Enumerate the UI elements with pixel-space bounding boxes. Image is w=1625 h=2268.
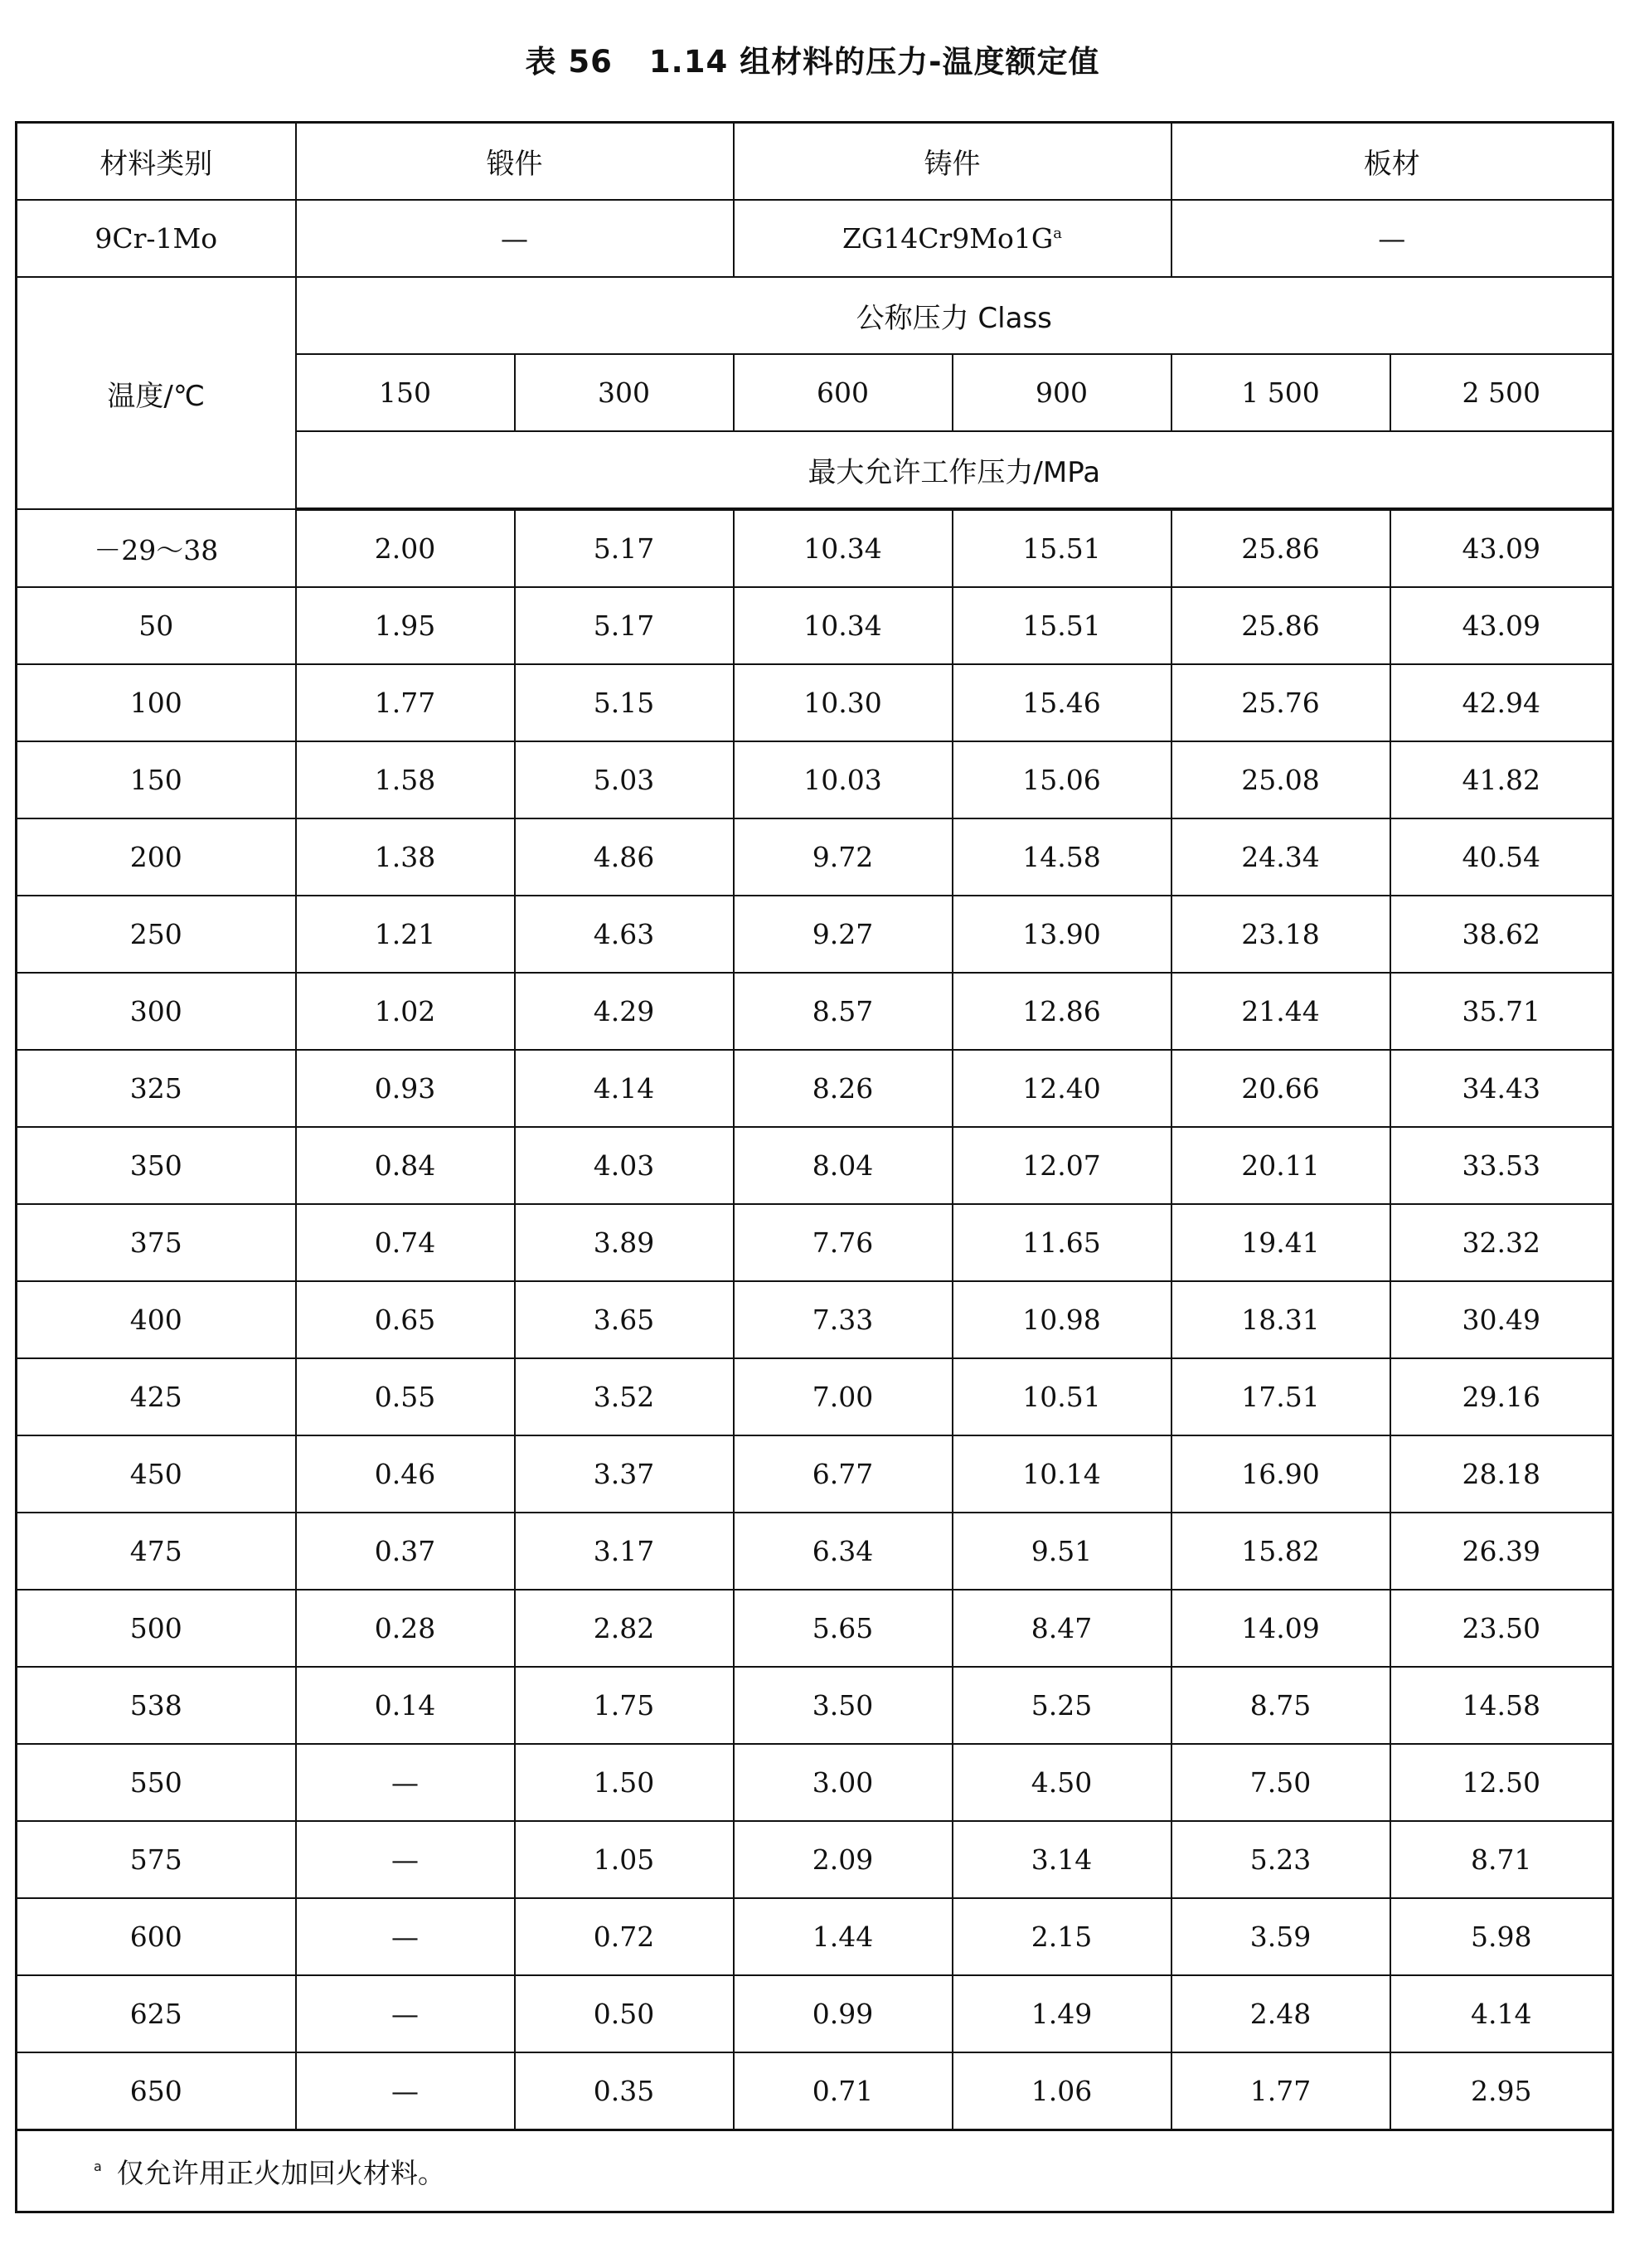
table-row xyxy=(17,1127,1613,1204)
header-row-material xyxy=(17,123,1613,201)
pressure-cell: 5.23 xyxy=(1171,1821,1390,1898)
table-row xyxy=(17,1975,1613,2052)
pressure-cell: 10.03 xyxy=(734,741,953,818)
header-row-nominal xyxy=(17,277,1613,354)
temperature-cell: 600 xyxy=(17,1898,296,1975)
pressure-cell: 0.46 xyxy=(296,1435,515,1513)
pressure-cell: 0.72 xyxy=(515,1898,734,1975)
pressure-cell: 4.63 xyxy=(515,896,734,973)
pressure-cell: 3.50 xyxy=(734,1667,953,1744)
pressure-cell: 25.86 xyxy=(1171,587,1390,664)
table-row xyxy=(17,1898,1613,1975)
pressure-cell: 15.06 xyxy=(953,741,1171,818)
pressure-cell: 8.75 xyxy=(1171,1667,1390,1744)
pressure-cell: 3.37 xyxy=(515,1435,734,1513)
pressure-cell: 20.11 xyxy=(1171,1127,1390,1204)
table-row xyxy=(17,1050,1613,1127)
casting-label: 铸件 xyxy=(734,123,1171,201)
table-row xyxy=(17,1204,1613,1281)
pressure-cell: 7.76 xyxy=(734,1204,953,1281)
temperature-cell: 400 xyxy=(17,1281,296,1358)
pressure-cell: 35.71 xyxy=(1390,973,1613,1050)
temperature-cell: 575 xyxy=(17,1821,296,1898)
pressure-cell: 3.89 xyxy=(515,1204,734,1281)
footnote-row xyxy=(17,2130,1613,2212)
plate-label: 板材 xyxy=(1171,123,1613,201)
pressure-cell: 1.75 xyxy=(515,1667,734,1744)
pressure-cell: 19.41 xyxy=(1171,1204,1390,1281)
pressure-cell: 2.15 xyxy=(953,1898,1171,1975)
pressure-cell: 4.29 xyxy=(515,973,734,1050)
pressure-cell: 10.34 xyxy=(734,587,953,664)
pressure-cell: 8.47 xyxy=(953,1590,1171,1667)
header-row-grade xyxy=(17,200,1613,277)
temperature-cell: 250 xyxy=(17,896,296,973)
temperature-cell: 200 xyxy=(17,818,296,896)
pressure-cell: 16.90 xyxy=(1171,1435,1390,1513)
pressure-cell: 43.09 xyxy=(1390,509,1613,587)
pressure-cell: 6.77 xyxy=(734,1435,953,1513)
pressure-cell: 3.59 xyxy=(1171,1898,1390,1975)
class-header: 900 xyxy=(953,354,1171,431)
pressure-cell: — xyxy=(296,2052,515,2130)
pressure-cell: 24.34 xyxy=(1171,818,1390,896)
pressure-temperature-table xyxy=(15,121,1614,2213)
pressure-cell: 6.34 xyxy=(734,1513,953,1590)
temperature-label: 温度/℃ xyxy=(17,277,296,509)
temperature-cell: 350 xyxy=(17,1127,296,1204)
pressure-cell: 17.51 xyxy=(1171,1358,1390,1435)
table-row xyxy=(17,973,1613,1050)
temperature-cell: 300 xyxy=(17,973,296,1050)
pressure-cell: 12.86 xyxy=(953,973,1171,1050)
pressure-cell: 0.55 xyxy=(296,1358,515,1435)
table-title xyxy=(0,36,1625,81)
pressure-cell: 2.95 xyxy=(1390,2052,1613,2130)
pressure-cell: 18.31 xyxy=(1171,1281,1390,1358)
table-row xyxy=(17,818,1613,896)
pressure-cell: 2.48 xyxy=(1171,1975,1390,2052)
pressure-cell: 21.44 xyxy=(1171,973,1390,1050)
table-row xyxy=(17,1590,1613,1667)
max-pressure-label: 最大允许工作压力/MPa xyxy=(296,431,1613,509)
pressure-cell: 4.86 xyxy=(515,818,734,896)
pressure-cell: 13.90 xyxy=(953,896,1171,973)
pressure-cell: 1.50 xyxy=(515,1744,734,1821)
pressure-cell: 14.09 xyxy=(1171,1590,1390,1667)
class-header: 300 xyxy=(515,354,734,431)
table-caption: 1.14 组材料的压力-温度额定值 xyxy=(648,44,1100,80)
pressure-cell: 0.93 xyxy=(296,1050,515,1127)
table-row xyxy=(17,1744,1613,1821)
pressure-cell: 8.04 xyxy=(734,1127,953,1204)
pressure-cell: 1.44 xyxy=(734,1898,953,1975)
pressure-cell: 1.77 xyxy=(1171,2052,1390,2130)
pressure-cell: 1.38 xyxy=(296,818,515,896)
pressure-cell: 10.30 xyxy=(734,664,953,741)
pressure-cell: 2.00 xyxy=(296,509,515,587)
table-row xyxy=(17,664,1613,741)
temperature-cell: 325 xyxy=(17,1050,296,1127)
pressure-cell: 26.39 xyxy=(1390,1513,1613,1590)
table-row xyxy=(17,896,1613,973)
class-header: 2 500 xyxy=(1390,354,1613,431)
material-name: 9Cr-1Mo xyxy=(17,200,296,277)
pressure-cell: 1.95 xyxy=(296,587,515,664)
class-header: 150 xyxy=(296,354,515,431)
pressure-cell: 3.52 xyxy=(515,1358,734,1435)
footnote-text: 仅允许用正火加回火材料。 xyxy=(116,2156,445,2189)
pressure-cell: 0.37 xyxy=(296,1513,515,1590)
temperature-cell: 425 xyxy=(17,1358,296,1435)
temperature-cell: 150 xyxy=(17,741,296,818)
pressure-cell: 25.76 xyxy=(1171,664,1390,741)
forging-value: — xyxy=(296,200,734,277)
pressure-cell: 0.65 xyxy=(296,1281,515,1358)
pressure-cell: 1.02 xyxy=(296,973,515,1050)
table-row xyxy=(17,1435,1613,1513)
pressure-cell: 0.99 xyxy=(734,1975,953,2052)
plate-value: — xyxy=(1171,200,1613,277)
pressure-cell: 5.98 xyxy=(1390,1898,1613,1975)
pressure-cell: 7.50 xyxy=(1171,1744,1390,1821)
pressure-cell: 12.50 xyxy=(1390,1744,1613,1821)
forging-label: 锻件 xyxy=(296,123,734,201)
pressure-cell: 4.50 xyxy=(953,1744,1171,1821)
pressure-cell: — xyxy=(296,1744,515,1821)
pressure-cell: 2.09 xyxy=(734,1821,953,1898)
pressure-cell: — xyxy=(296,1821,515,1898)
pressure-cell: 14.58 xyxy=(1390,1667,1613,1744)
temperature-cell: 625 xyxy=(17,1975,296,2052)
pressure-cell: 23.50 xyxy=(1390,1590,1613,1667)
pressure-cell: 38.62 xyxy=(1390,896,1613,973)
pressure-cell: 15.82 xyxy=(1171,1513,1390,1590)
pressure-cell: 7.00 xyxy=(734,1358,953,1435)
pressure-cell: 7.33 xyxy=(734,1281,953,1358)
pressure-cell: 20.66 xyxy=(1171,1050,1390,1127)
pressure-cell: 2.82 xyxy=(515,1590,734,1667)
pressure-cell: 32.32 xyxy=(1390,1204,1613,1281)
pressure-cell: 0.35 xyxy=(515,2052,734,2130)
pressure-cell: 5.03 xyxy=(515,741,734,818)
pressure-cell: 29.16 xyxy=(1390,1358,1613,1435)
pressure-cell: 33.53 xyxy=(1390,1127,1613,1204)
pressure-cell: 0.14 xyxy=(296,1667,515,1744)
pressure-cell: 15.51 xyxy=(953,509,1171,587)
pressure-cell: 41.82 xyxy=(1390,741,1613,818)
pressure-cell: 9.27 xyxy=(734,896,953,973)
pressure-cell: 12.40 xyxy=(953,1050,1171,1127)
table-row xyxy=(17,1358,1613,1435)
nominal-pressure-label: 公称压力 Class xyxy=(296,277,1613,354)
pressure-cell: 4.03 xyxy=(515,1127,734,1204)
pressure-cell: 1.58 xyxy=(296,741,515,818)
table-row xyxy=(17,509,1613,587)
temperature-cell: 450 xyxy=(17,1435,296,1513)
casting-value: ZG14Cr9Mo1G xyxy=(842,222,1054,255)
pressure-cell: 5.17 xyxy=(515,587,734,664)
pressure-cell: 8.71 xyxy=(1390,1821,1613,1898)
pressure-cell: — xyxy=(296,1898,515,1975)
pressure-cell: 40.54 xyxy=(1390,818,1613,896)
pressure-cell: 10.34 xyxy=(734,509,953,587)
pressure-cell: 3.00 xyxy=(734,1744,953,1821)
pressure-cell: 1.06 xyxy=(953,2052,1171,2130)
table-row xyxy=(17,1513,1613,1590)
class-header: 600 xyxy=(734,354,953,431)
pressure-cell: 10.98 xyxy=(953,1281,1171,1358)
pressure-cell: 23.18 xyxy=(1171,896,1390,973)
footnote-mark: a xyxy=(94,2158,102,2174)
temperature-cell: 650 xyxy=(17,2052,296,2130)
material-category-label: 材料类别 xyxy=(17,123,296,201)
pressure-cell: 0.28 xyxy=(296,1590,515,1667)
pressure-cell: 4.14 xyxy=(515,1050,734,1127)
pressure-cell: 0.84 xyxy=(296,1127,515,1204)
pressure-cell: 0.50 xyxy=(515,1975,734,2052)
footnote xyxy=(17,2130,1613,2212)
temperature-cell: 550 xyxy=(17,1744,296,1821)
temperature-cell: 375 xyxy=(17,1204,296,1281)
pressure-cell: 5.25 xyxy=(953,1667,1171,1744)
table-row xyxy=(17,1667,1613,1744)
pressure-cell: 0.74 xyxy=(296,1204,515,1281)
table-row xyxy=(17,741,1613,818)
pressure-cell: 4.14 xyxy=(1390,1975,1613,2052)
table-row xyxy=(17,587,1613,664)
casting-value-cell xyxy=(734,200,1171,277)
pressure-cell: 1.05 xyxy=(515,1821,734,1898)
casting-note-mark: a xyxy=(1053,225,1063,242)
pressure-cell: 10.14 xyxy=(953,1435,1171,1513)
pressure-cell: 9.51 xyxy=(953,1513,1171,1590)
pressure-cell: 42.94 xyxy=(1390,664,1613,741)
table-number: 表 56 xyxy=(525,44,613,80)
pressure-cell: 5.65 xyxy=(734,1590,953,1667)
pressure-cell: 5.15 xyxy=(515,664,734,741)
temperature-cell: －29～38 xyxy=(17,509,296,587)
pressure-cell: 3.14 xyxy=(953,1821,1171,1898)
pressure-cell: 12.07 xyxy=(953,1127,1171,1204)
pressure-cell: 28.18 xyxy=(1390,1435,1613,1513)
pressure-cell: 1.21 xyxy=(296,896,515,973)
pressure-cell: 1.49 xyxy=(953,1975,1171,2052)
pressure-cell: 25.86 xyxy=(1171,509,1390,587)
pressure-cell: 15.51 xyxy=(953,587,1171,664)
pressure-cell: 10.51 xyxy=(953,1358,1171,1435)
pressure-cell: 5.17 xyxy=(515,509,734,587)
temperature-cell: 500 xyxy=(17,1590,296,1667)
pressure-cell: 3.65 xyxy=(515,1281,734,1358)
pressure-cell: 3.17 xyxy=(515,1513,734,1590)
pressure-cell: 8.57 xyxy=(734,973,953,1050)
pressure-cell: 8.26 xyxy=(734,1050,953,1127)
table-row xyxy=(17,1281,1613,1358)
pressure-cell: 34.43 xyxy=(1390,1050,1613,1127)
pressure-cell: 30.49 xyxy=(1390,1281,1613,1358)
pressure-cell: — xyxy=(296,1975,515,2052)
temperature-cell: 538 xyxy=(17,1667,296,1744)
temperature-cell: 100 xyxy=(17,664,296,741)
pressure-cell: 9.72 xyxy=(734,818,953,896)
pressure-cell: 0.71 xyxy=(734,2052,953,2130)
pressure-cell: 25.08 xyxy=(1171,741,1390,818)
pressure-cell: 1.77 xyxy=(296,664,515,741)
table-row xyxy=(17,1821,1613,1898)
temperature-cell: 475 xyxy=(17,1513,296,1590)
class-header: 1 500 xyxy=(1171,354,1390,431)
temperature-cell: 50 xyxy=(17,587,296,664)
pressure-cell: 11.65 xyxy=(953,1204,1171,1281)
table-row xyxy=(17,2052,1613,2130)
pressure-cell: 43.09 xyxy=(1390,587,1613,664)
pressure-cell: 15.46 xyxy=(953,664,1171,741)
pressure-cell: 14.58 xyxy=(953,818,1171,896)
